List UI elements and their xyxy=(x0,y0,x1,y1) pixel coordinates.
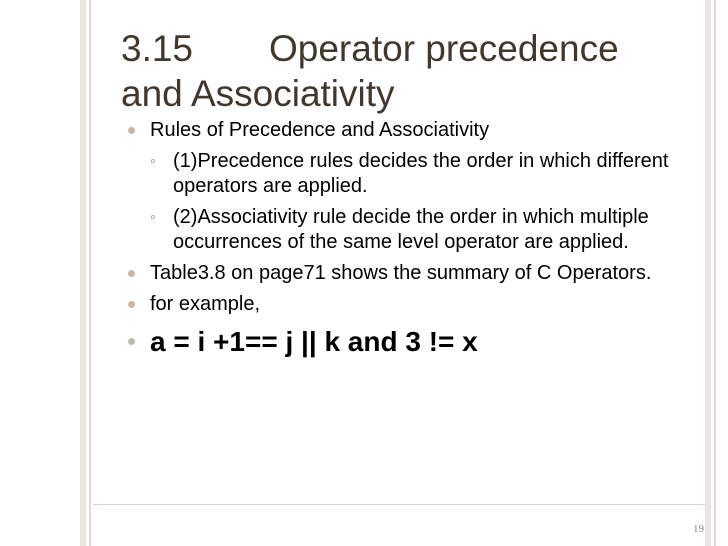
title-text: Operator precedence xyxy=(269,28,619,69)
title-number: 3.15 xyxy=(121,28,194,69)
left-margin xyxy=(0,0,78,546)
left-border-thick xyxy=(80,0,86,546)
bullet-text: Table3.8 on page71 shows the summary of C Operators. xyxy=(150,262,652,284)
bullet-dot-icon xyxy=(128,338,135,345)
bullet-item xyxy=(128,292,688,317)
bullet-dot-icon xyxy=(128,301,135,308)
sub-bullet-text: (1)Precedence rules decides the order in which different operators are applied. xyxy=(173,150,669,197)
footer-band xyxy=(93,504,705,546)
bullet-item xyxy=(128,261,688,286)
page-number: 19 xyxy=(693,523,704,535)
sub-bullet-circle-icon: ◦ xyxy=(150,153,156,170)
bullet-dot-icon xyxy=(128,270,135,277)
bullet-dot-icon xyxy=(128,127,135,134)
left-border-thin xyxy=(89,0,91,546)
slide-content xyxy=(128,118,688,367)
sub-bullet-item xyxy=(128,205,688,255)
slide-title xyxy=(121,26,681,116)
right-border-thin xyxy=(714,0,716,546)
example-expression: a = i +1== j || k and 3 != x xyxy=(150,326,478,357)
bullet-text: for example, xyxy=(150,293,261,315)
sub-bullet-item xyxy=(128,149,688,199)
bullet-text: Rules of Precedence and Associativity xyxy=(150,119,490,141)
sub-bullet-text: (2)Associativity rule decide the order in which multiple occurrences of the same level operator are applied. xyxy=(173,206,649,253)
right-border-thick xyxy=(705,0,711,546)
bullet-item-example xyxy=(128,323,688,361)
title-line-2: and Associativity xyxy=(121,73,395,114)
bullet-item xyxy=(128,118,688,143)
sub-bullet-circle-icon: ◦ xyxy=(150,209,156,226)
